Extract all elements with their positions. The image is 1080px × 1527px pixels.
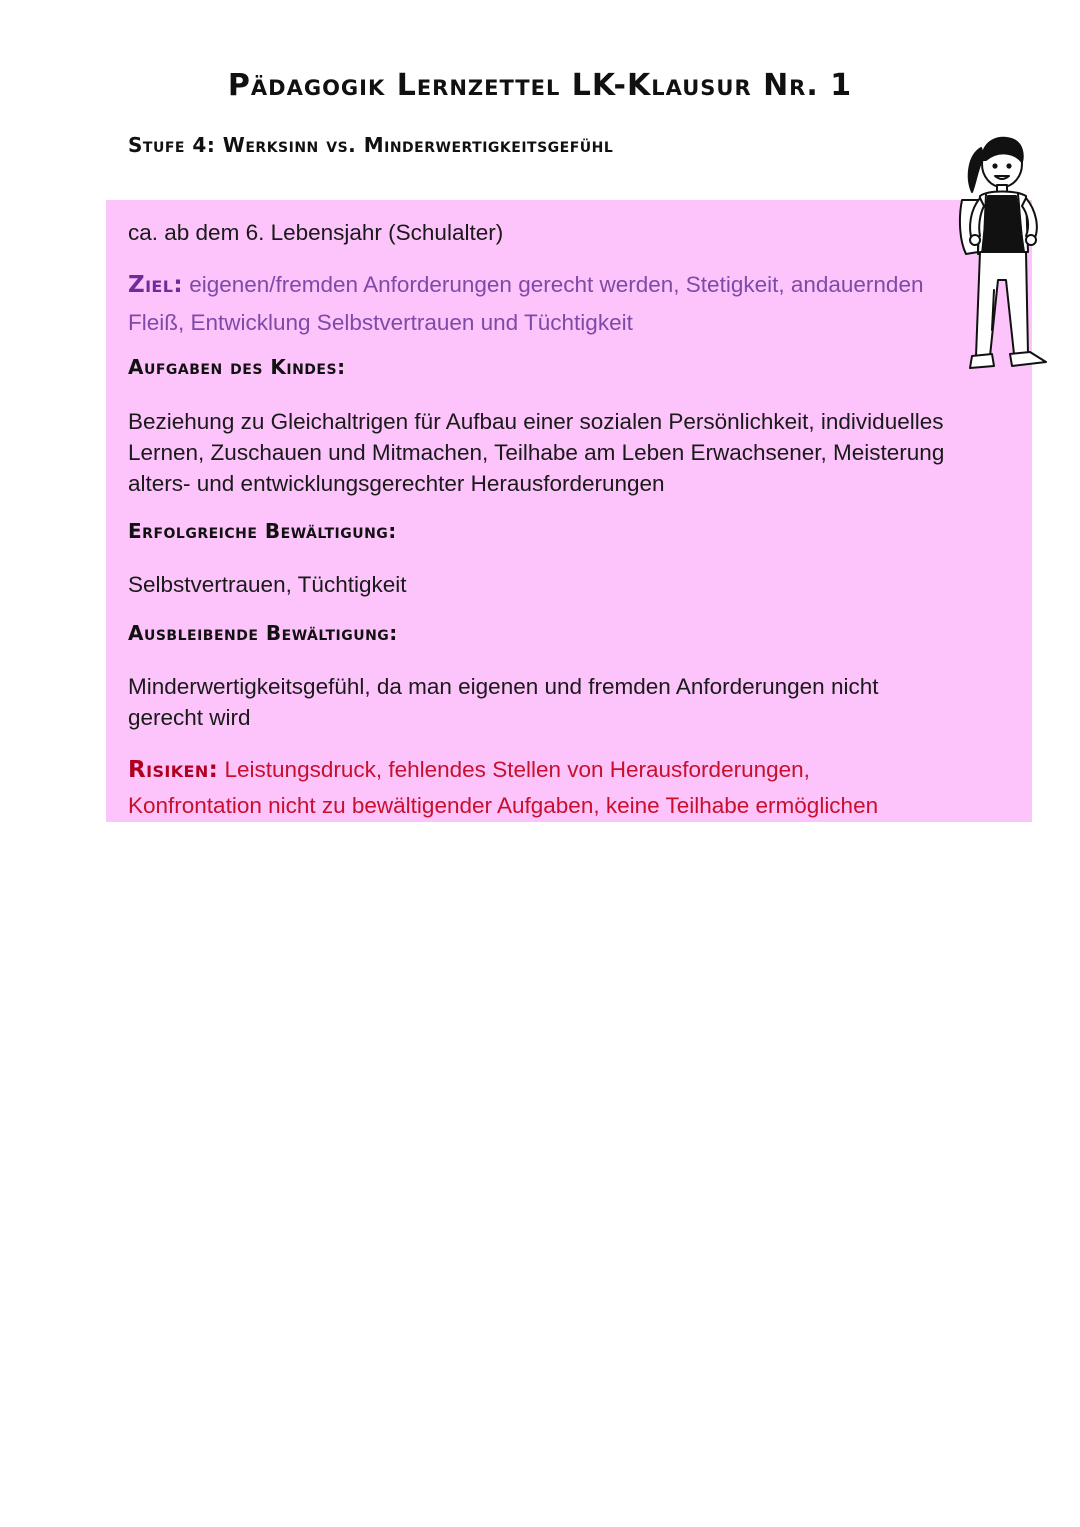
ziel-label: Ziel: xyxy=(128,272,183,298)
ziel-text: eigenen/fremden Anforderungen gerecht werden, Stetigkeit, andauernden Fleiß, Entwicklung Selbstvertrauen und Tüchtigkeit xyxy=(128,272,924,335)
aufgaben-text: Beziehung zu Gleichaltrigen für Aufbau einer sozialen Persönlichkeit, individuelles Lernen, Zuschauen und Mitmachen, Teilhabe am Leben Erwachsener, Meisterung alters- und entwicklungsgerechter Herausforderungen xyxy=(128,409,945,496)
erfolgreich-heading: Erfolgreiche Bewältigung: xyxy=(128,519,397,543)
aufgaben-heading: Aufgaben des Kindes: xyxy=(128,355,346,379)
erfolgreich-text: Selbstvertrauen, Tüchtigkeit xyxy=(128,572,407,597)
risiken-paragraph xyxy=(128,752,928,824)
schoolgirl-illustration xyxy=(948,130,1052,376)
ausbleibend-text: Minderwertigkeitsgefühl, da man eigenen und fremden Anforderungen nicht gerecht wird xyxy=(128,674,879,730)
age-text: ca. ab dem 6. Lebensjahr (Schulalter) xyxy=(128,220,504,245)
ziel-paragraph xyxy=(128,266,968,341)
page-title: Pädagogik Lernzettel LK-Klausur Nr. 1 xyxy=(227,68,853,103)
risiken-text: Leistungsdruck, fehlendes Stellen von Herausforderungen, Konfrontation nicht zu bewältigender Aufgaben, keine Teilhabe ermöglichen xyxy=(128,757,879,818)
ausbleibend-heading: Ausbleibende Bewältigung: xyxy=(128,621,398,645)
content-box xyxy=(106,200,1032,822)
stage-heading: Stufe 4: Werksinn vs. Minderwertigkeitsgefühl xyxy=(128,133,614,157)
risiken-label: Risiken: xyxy=(128,757,219,783)
